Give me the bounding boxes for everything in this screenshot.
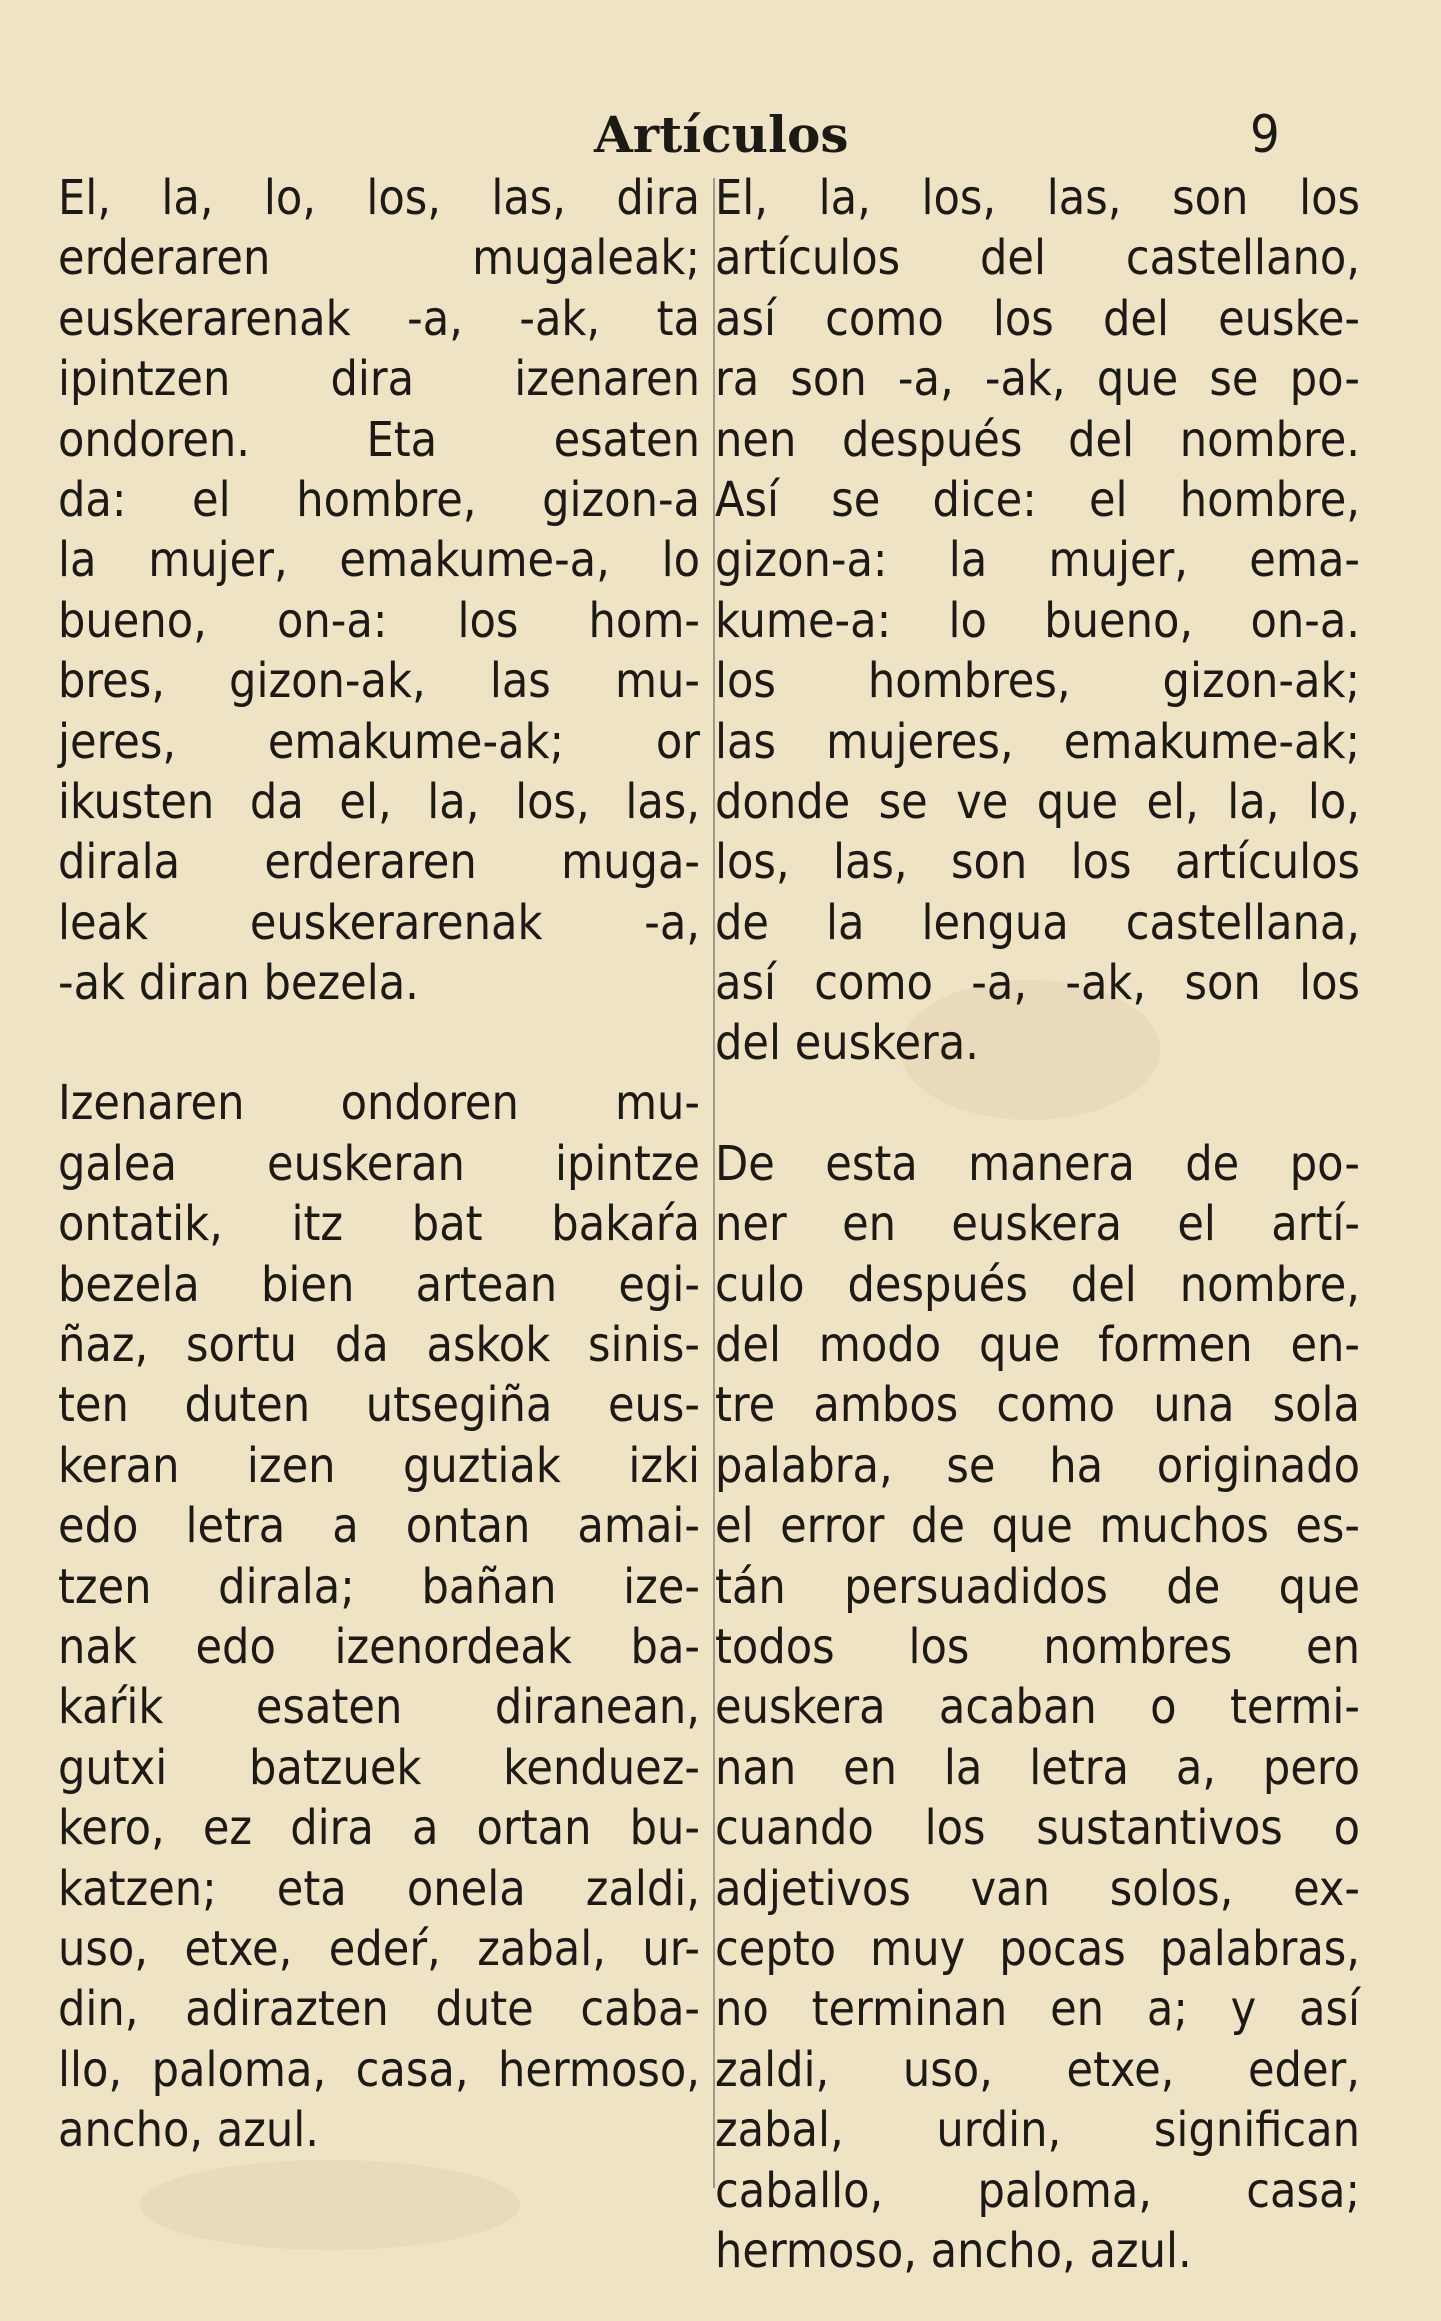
text-line: del modo que formen en- — [715, 1317, 1360, 1374]
text-line: ra son -a, -ak, que se po- — [715, 351, 1360, 408]
paper-stain — [140, 2160, 520, 2250]
text-line: dirala erderaren muga- — [58, 834, 700, 891]
text-line: galea euskeran ipintze — [58, 1135, 700, 1192]
text-line: ikusten da el, la, los, las, — [58, 773, 700, 830]
text-line: De esta manera de po- — [715, 1135, 1360, 1192]
text-line: ner en euskera el artí- — [715, 1196, 1360, 1253]
spanish-paragraph-1 — [715, 168, 1360, 1074]
text-line: ondoren. Eta esaten — [58, 411, 700, 468]
text-line: la mujer, emakume-a, lo — [58, 532, 700, 589]
text-line: euskera acaban o termi- — [715, 1679, 1360, 1736]
page-number: 9 — [1250, 105, 1280, 165]
text-line: llo, paloma, casa, hermoso, — [58, 2041, 700, 2098]
text-line: Así se dice: el hombre, — [715, 471, 1360, 528]
text-line: de la lengua castellana, — [715, 894, 1360, 951]
text-line: keran izen guztiak izki — [58, 1437, 700, 1494]
basque-paragraph-1 — [58, 168, 700, 1013]
text-line: todos los nombres en — [715, 1618, 1360, 1675]
text-line: uso, etxe, edeŕ, zabal, ur- — [58, 1920, 700, 1977]
spanish-paragraph-2 — [715, 1134, 1360, 2281]
text-line: del euskera. — [715, 1015, 979, 1072]
text-line: donde se ve que el, la, lo, — [715, 773, 1360, 830]
text-line: culo después del nombre, — [715, 1256, 1360, 1313]
text-line: edo letra a ontan amai- — [58, 1498, 700, 1555]
basque-text-column — [58, 168, 700, 2161]
text-line: caballo, paloma, casa; — [715, 2162, 1360, 2219]
text-line: El, la, los, las, son los — [715, 170, 1360, 226]
text-line: tzen dirala; bañan ize- — [58, 1558, 700, 1615]
paragraph-gap — [58, 1013, 700, 1073]
text-line: gutxi batzuek kenduez- — [58, 1739, 700, 1796]
text-line: ancho, azul. — [58, 2102, 319, 2159]
paragraph-gap — [715, 1074, 1360, 1134]
text-line: ten duten utsegiña eus- — [58, 1377, 700, 1434]
text-line: no terminan en a; y así — [715, 1981, 1360, 2038]
text-line: ipintzen dira izenaren — [58, 351, 700, 408]
text-line: tán persuadidos de que — [715, 1558, 1360, 1615]
spanish-text-column — [715, 168, 1360, 2281]
text-line: El, la, lo, los, las, dira — [58, 170, 700, 226]
text-line: euskerarenak -a, -ak, ta — [58, 290, 700, 347]
page-header — [0, 100, 1441, 170]
text-line: leak euskerarenak -a, — [58, 894, 700, 951]
text-line: kaŕik esaten diranean, — [58, 1679, 700, 1736]
text-line: kero, ez dira a ortan bu- — [58, 1800, 700, 1857]
text-line: zaldi, uso, etxe, eder, — [715, 2041, 1360, 2098]
text-line: erderaren mugaleak; — [58, 230, 700, 287]
text-line: jeres, emakume-ak; or — [58, 713, 700, 770]
text-line: así como -a, -ak, son los — [715, 955, 1360, 1012]
text-line: las mujeres, emakume-ak; — [715, 713, 1360, 770]
text-line: el error de que muchos es- — [715, 1498, 1360, 1555]
basque-paragraph-2 — [58, 1073, 700, 2160]
text-line: hermoso, ancho, azul. — [715, 2222, 1192, 2279]
text-line: bezela bien artean egi- — [58, 1256, 700, 1313]
text-line: palabra, se ha originado — [715, 1437, 1360, 1494]
text-line: ontatik, itz bat bakaŕa — [58, 1196, 700, 1253]
text-line: artículos del castellano, — [715, 230, 1360, 287]
text-line: din, adirazten dute caba- — [58, 1981, 700, 2038]
text-line: los hombres, gizon-ak; — [715, 653, 1360, 710]
text-line: zabal, urdin, significan — [715, 2102, 1360, 2159]
text-line: cuando los sustantivos o — [715, 1800, 1360, 1857]
text-line: katzen; eta onela zaldi, — [58, 1860, 700, 1917]
text-line: los, las, son los artículos — [715, 834, 1360, 891]
text-line: cepto muy pocas palabras, — [715, 1920, 1360, 1977]
text-line: Izenaren ondoren mu- — [58, 1075, 700, 1132]
text-line: nen después del nombre. — [715, 411, 1360, 468]
text-line: ñaz, sortu da askok sinis- — [58, 1317, 700, 1374]
text-line: -ak diran bezela. — [58, 955, 419, 1012]
text-line: tre ambos como una sola — [715, 1377, 1360, 1434]
text-line: nan en la letra a, pero — [715, 1739, 1360, 1796]
text-line: adjetivos van solos, ex- — [715, 1860, 1360, 1917]
text-line: nak edo izenordeak ba- — [58, 1618, 700, 1675]
text-line: kume-a: lo bueno, on-a. — [715, 592, 1360, 649]
running-title: Artículos — [594, 105, 849, 164]
text-line: así como los del euske- — [715, 290, 1360, 347]
text-line: gizon-a: la mujer, ema- — [715, 532, 1360, 589]
text-line: bueno, on-a: los hom- — [58, 592, 700, 649]
text-line: da: el hombre, gizon-a — [58, 471, 700, 528]
text-line: bres, gizon-ak, las mu- — [58, 653, 700, 710]
